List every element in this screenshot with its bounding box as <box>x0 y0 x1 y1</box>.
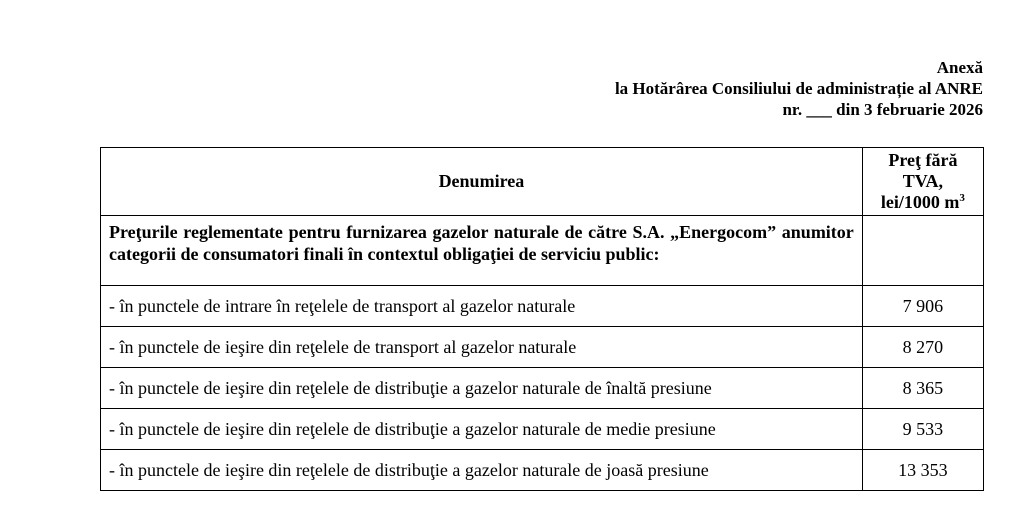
price-header-line1: Preţ fără <box>888 150 958 170</box>
annex-decision-ref: la Hotărârea Consiliului de administrație al ANRE <box>614 79 983 98</box>
column-header-price <box>862 148 983 216</box>
row-price: 9 533 <box>862 409 983 450</box>
annex-title: Anexă <box>936 58 983 77</box>
row-price: 7 906 <box>862 286 983 327</box>
row-label: - în punctele de intrare în reţelele de transport al gazelor naturale <box>101 286 863 327</box>
table-row <box>101 327 984 368</box>
price-header-line2: TVA, <box>902 171 943 191</box>
price-header-unit-superscript: 3 <box>959 192 965 204</box>
table-header-row <box>101 148 984 216</box>
section-title: Preţurile reglementate pentru furnizarea gazelor naturale de către S.A. „Energocom” anumitor categorii de consumatori finali în contextul obligaţiei de serviciu public: <box>101 216 863 286</box>
table-row <box>101 450 984 491</box>
column-header-name: Denumirea <box>101 148 863 216</box>
section-price-empty <box>862 216 983 286</box>
row-label: - în punctele de ieşire din reţelele de distribuţie a gazelor naturale de înaltă presiune <box>101 368 863 409</box>
row-price: 8 365 <box>862 368 983 409</box>
row-price: 8 270 <box>862 327 983 368</box>
price-header-line3: lei/1000 m <box>880 192 960 212</box>
section-row <box>101 216 984 286</box>
tariff-table <box>100 147 984 491</box>
table-row <box>101 368 984 409</box>
row-label: - în punctele de ieşire din reţelele de distribuţie a gazelor naturale de medie presiune <box>101 409 863 450</box>
table-row <box>101 286 984 327</box>
table-row <box>101 409 984 450</box>
row-price: 13 353 <box>862 450 983 491</box>
annex-decision-number-date: nr. ___ din 3 februarie 2026 <box>782 100 983 119</box>
row-label: - în punctele de ieşire din reţelele de distribuţie a gazelor naturale de joasă presiune <box>101 450 863 491</box>
row-label: - în punctele de ieşire din reţelele de transport al gazelor naturale <box>101 327 863 368</box>
annex-header <box>615 57 983 120</box>
